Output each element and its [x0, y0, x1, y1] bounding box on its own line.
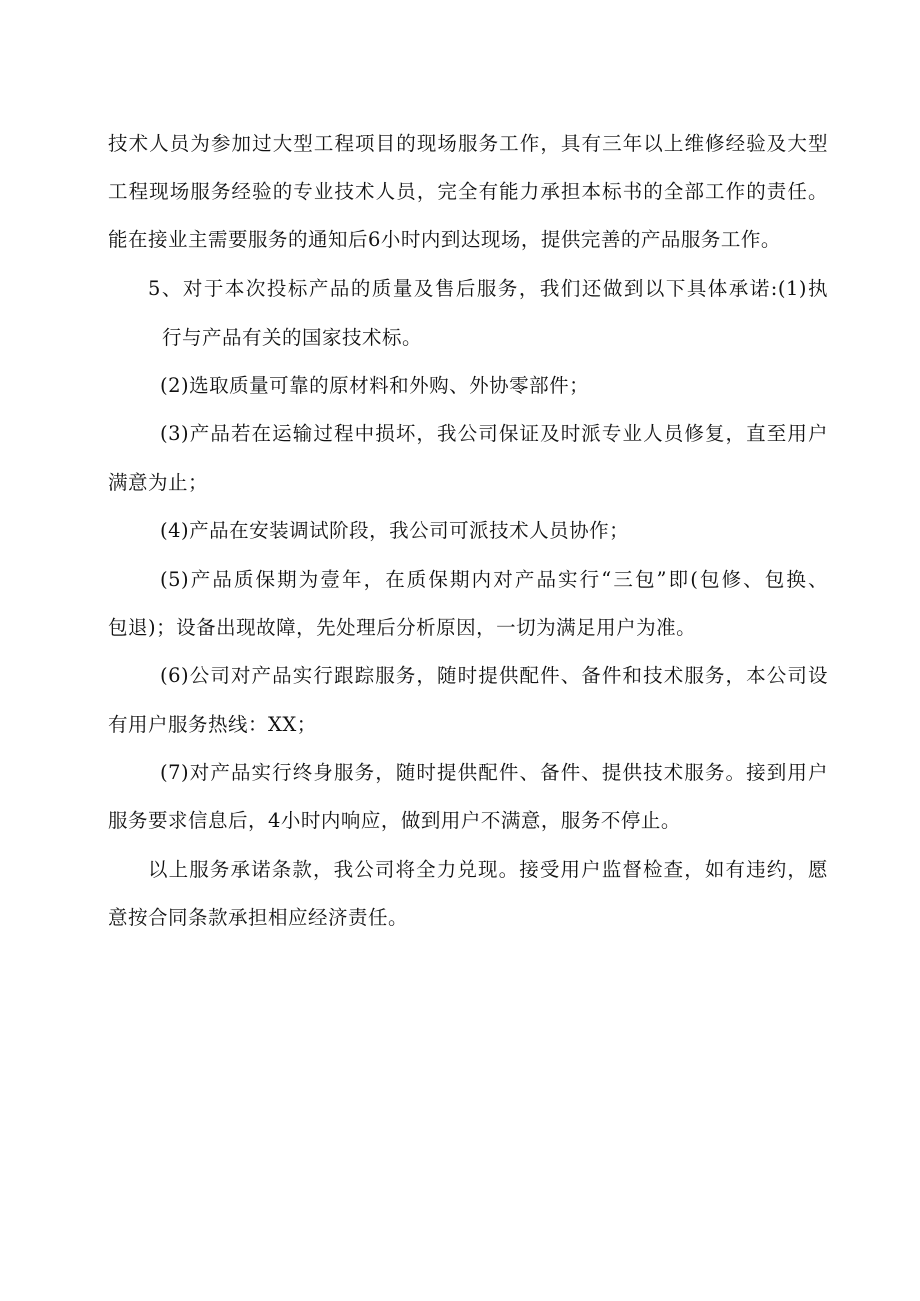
text-line: 意按合同条款承担相应经济责任。	[108, 906, 409, 929]
text-line: (5)产品质保期为壹年，在质保期内对产品实行“三包”即(包修、包换、	[160, 568, 828, 591]
text-line: 服务要求信息后，4小时内响应，做到用户不满意，服务不停止。	[108, 809, 681, 832]
text-line: (7)对产品实行终身服务，随时提供配件、备件、提供技术服务。接到用户	[160, 761, 828, 784]
text-line: 5、对于本次投标产品的质量及售后服务，我们还做到以下具体承诺:(1)执	[148, 277, 828, 300]
text-line: (2)选取质量可靠的原材料和外购、外协零部件；	[160, 374, 590, 397]
text-line: 技术人员为参加过大型工程项目的现场服务工作，具有三年以上维修经验及大型	[108, 132, 828, 155]
text-line: 行与产品有关的国家技术标。	[162, 326, 423, 349]
text-line: (3)产品若在运输过程中损坏，我公司保证及时派专业人员修复，直至用户	[160, 422, 828, 445]
text-line: 有用户服务热线：XX；	[108, 713, 317, 736]
text-line: (4)产品在安装调试阶段，我公司可派技术人员协作；	[160, 519, 630, 542]
text-line: 包退)；设备出现故障，先处理后分析原因，一切为满足用户为准。	[108, 616, 697, 639]
text-line: 工程现场服务经验的专业技术人员，完全有能力承担本标书的全部工作的责任。	[108, 180, 828, 203]
text-line: 以上服务承诺条款，我公司将全力兑现。接受用户监督检查，如有违约，愿	[148, 858, 828, 881]
text-line: (6)公司对产品实行跟踪服务，随时提供配件、备件和技术服务，本公司设	[160, 664, 828, 687]
text-line: 能在接业主需要服务的通知后6小时内到达现场，提供完善的产品服务工作。	[108, 228, 781, 251]
text-line: 满意为止；	[108, 471, 209, 494]
